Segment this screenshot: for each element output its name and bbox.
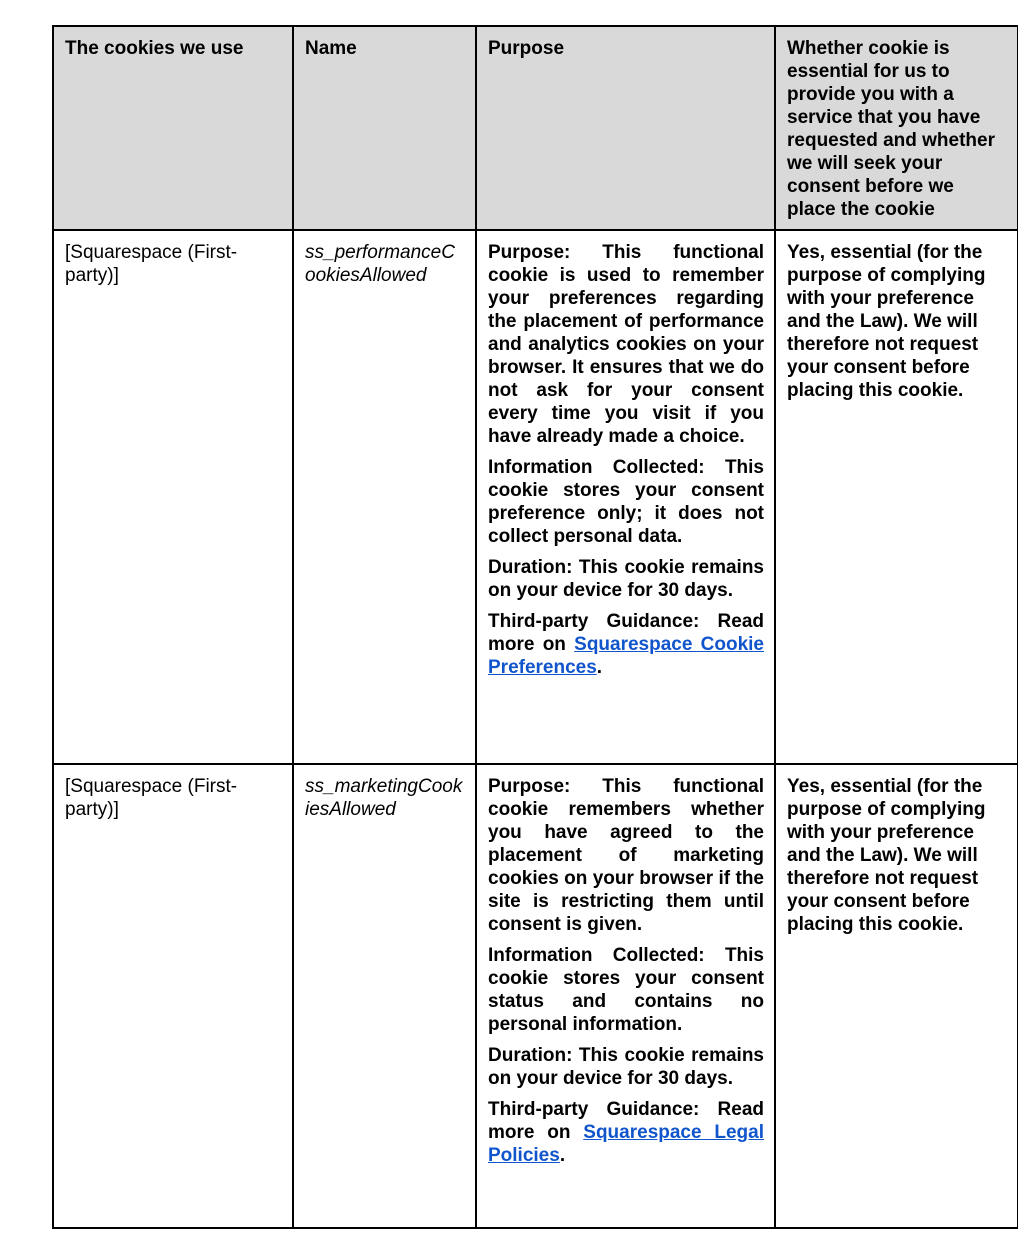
provider-cell: [Squarespace (First-party)] <box>53 764 293 1228</box>
guidance-prefix: Third-party Guidance: Read more on <box>488 611 764 655</box>
guidance-text <box>488 1098 764 1167</box>
header-purpose: Purpose <box>476 26 775 230</box>
guidance-text <box>488 610 764 679</box>
essential-cell: Yes, essential (for the purpose of complying with your preference and the Law). We will therefore not request your consent before placing this cookie. <box>775 230 1018 764</box>
table-row <box>53 764 1018 1228</box>
purpose-text: Purpose: This functional cookie remembers whether you have agreed to the placement of marketing cookies on your browser if the site is restricting them until consent is given. <box>488 776 764 935</box>
provider-cell: [Squarespace (First-party)] <box>53 230 293 764</box>
header-cookies-we-use: The cookies we use <box>53 26 293 230</box>
cookie-name-cell: ss_performanceCookiesAllowed <box>293 230 476 764</box>
purpose-text: Purpose: This functional cookie is used to remember your preferences regarding the placement of performance and analytics cookies on your browser. It ensures that we do not ask for your consent every time you visit if you have already made a choice. <box>488 242 764 447</box>
info-collected-text: Information Collected: This cookie stores your consent preference only; it does not collect personal data. <box>488 457 764 547</box>
squarespace-cookie-preferences-link[interactable]: Squarespace Cookie Preferences <box>488 634 764 678</box>
header-essential: Whether cookie is essential for us to provide you with a service that you have requested and whether we will seek your consent before we place the cookie <box>775 26 1018 230</box>
guidance-suffix: . <box>559 1145 566 1166</box>
table-header-row <box>53 26 1018 230</box>
cookies-table <box>52 25 1018 1229</box>
duration-text: Duration: This cookie remains on your device for 30 days. <box>488 1045 764 1089</box>
cookie-name-cell: ss_marketingCookiesAllowed <box>293 764 476 1228</box>
table-row <box>53 230 1018 764</box>
guidance-suffix: . <box>596 657 603 678</box>
purpose-cell <box>476 230 775 764</box>
essential-cell: Yes, essential (for the purpose of complying with your preference and the Law). We will therefore not request your consent before placing this cookie. <box>775 764 1018 1228</box>
purpose-cell <box>476 764 775 1228</box>
squarespace-legal-policies-link[interactable]: Squarespace Legal Policies <box>488 1122 764 1166</box>
guidance-prefix: Third-party Guidance: Read more on <box>488 1099 764 1143</box>
duration-text: Duration: This cookie remains on your device for 30 days. <box>488 557 764 601</box>
header-name: Name <box>293 26 476 230</box>
info-collected-text: Information Collected: This cookie stores your consent status and contains no personal information. <box>488 945 764 1035</box>
